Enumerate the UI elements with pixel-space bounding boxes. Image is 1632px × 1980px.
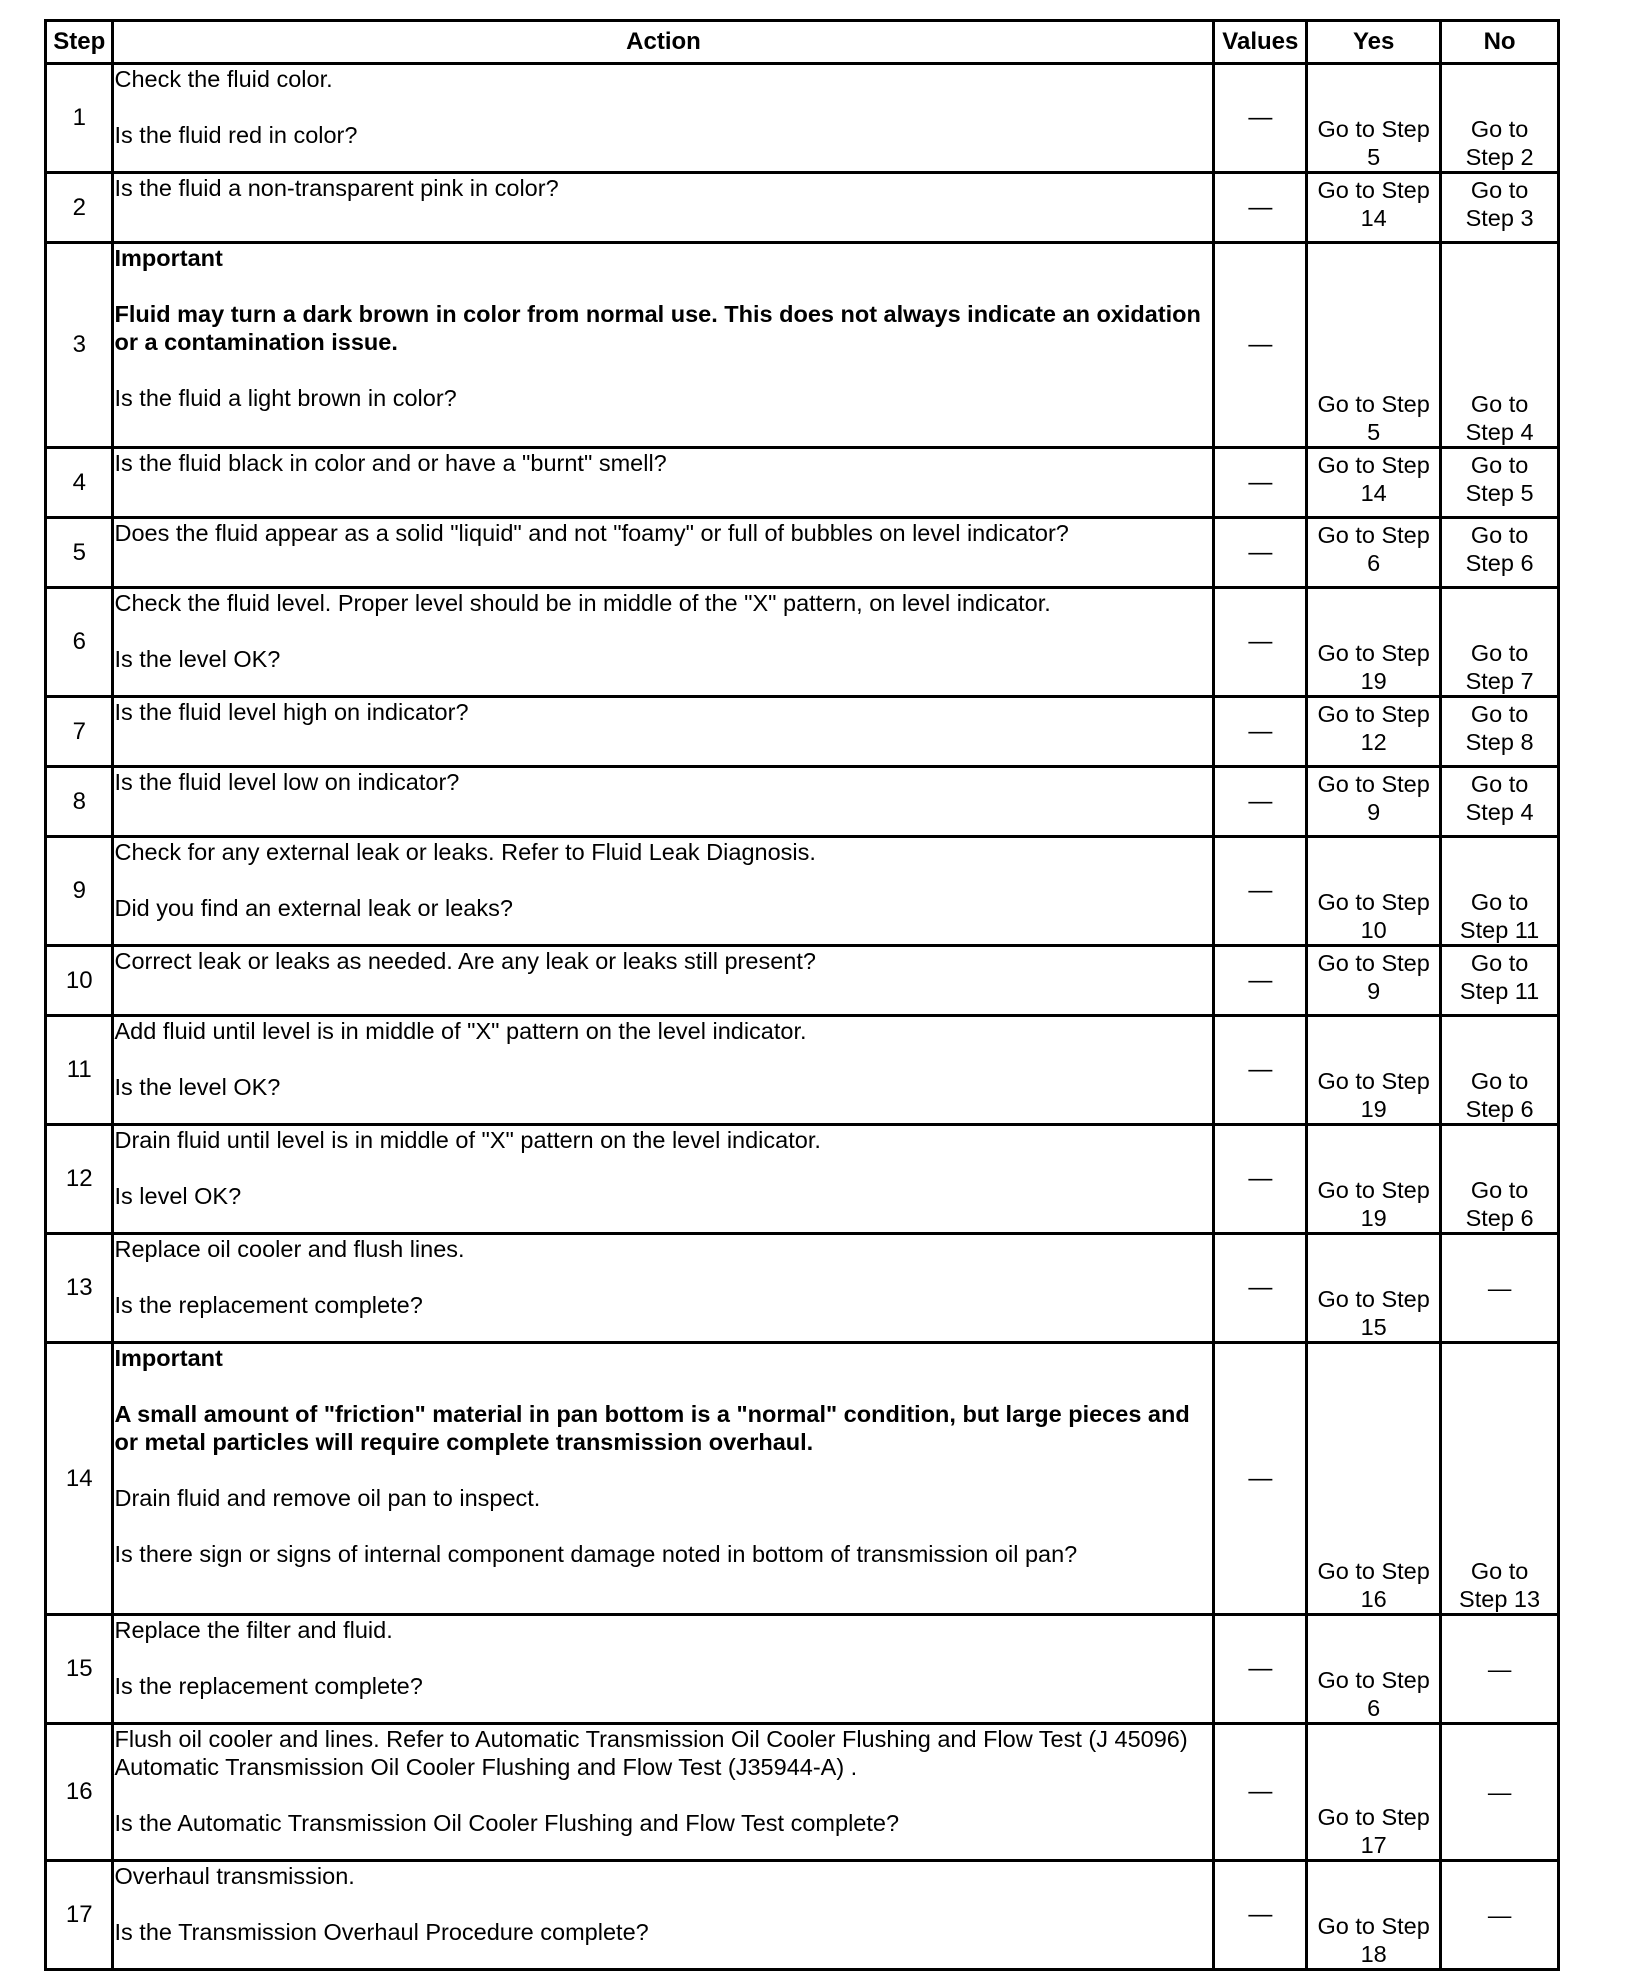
step-number: 14: [46, 1343, 113, 1615]
important-label: Important: [114, 1345, 223, 1371]
no-cell: [1441, 946, 1559, 1016]
yes-cell: [1307, 448, 1441, 518]
action-text: Check the fluid color.: [114, 66, 333, 92]
yes-cell: [1307, 1615, 1441, 1724]
action-text: Replace the filter and fluid.: [114, 1617, 393, 1643]
no-cell: [1441, 1861, 1559, 1970]
action-text: Replace oil cooler and flush lines.: [114, 1236, 465, 1262]
yes-text: 16: [1360, 1586, 1387, 1612]
yes-cell: [1307, 173, 1441, 243]
yes-text: Go to Step: [1317, 452, 1430, 478]
no-text: Step 2: [1465, 144, 1534, 170]
table-row: [46, 1016, 1559, 1125]
values-cell: —: [1214, 64, 1307, 173]
table-row: [46, 1125, 1559, 1234]
yes-text: 14: [1360, 205, 1387, 231]
values-cell: —: [1214, 1615, 1307, 1724]
action-text: Is the Transmission Overhaul Procedure complete?: [114, 1919, 649, 1945]
table-row: [46, 946, 1559, 1016]
values-cell: —: [1214, 1343, 1307, 1615]
no-text: Go to: [1470, 701, 1529, 727]
action-text: Drain fluid and remove oil pan to inspect.: [114, 1485, 541, 1511]
no-text: Step 7: [1465, 668, 1534, 694]
yes-text: Go to Step: [1317, 1177, 1430, 1203]
action-text: Is the Automatic Transmission Oil Cooler Flushing and Flow Test complete?: [114, 1810, 900, 1836]
action-text: Add fluid until level is in middle of "X" pattern on the level indicator.: [114, 1018, 807, 1044]
action-cell: [113, 946, 1214, 1016]
no-cell: [1441, 448, 1559, 518]
action-text: Check the fluid level. Proper level should be in middle of the "X" pattern, on level indicator.: [114, 590, 1051, 616]
action-text: Is the level OK?: [114, 646, 281, 672]
no-text: Step 8: [1465, 729, 1534, 755]
header-row: [46, 21, 1559, 64]
yes-text: Go to Step: [1317, 640, 1430, 666]
no-cell: [1441, 1615, 1559, 1724]
action-text: Is the fluid a non-transparent pink in color?: [114, 175, 559, 201]
no-cell: [1441, 1724, 1559, 1861]
no-text: Go to: [1470, 391, 1529, 417]
step-number: 17: [46, 1861, 113, 1970]
header-no: No: [1441, 21, 1559, 64]
action-text: Drain fluid until level is in middle of "X" pattern on the level indicator.: [114, 1127, 821, 1153]
step-number: 11: [46, 1016, 113, 1125]
header-action: Action: [113, 21, 1214, 64]
no-text: Go to: [1470, 1558, 1529, 1584]
no-text: Go to: [1470, 889, 1529, 915]
yes-text: 14: [1360, 480, 1387, 506]
no-cell: [1441, 837, 1559, 946]
step-number: 10: [46, 946, 113, 1016]
action-text: Correct leak or leaks as needed. Are any leak or leaks still present?: [114, 948, 816, 974]
header-yes: Yes: [1307, 21, 1441, 64]
action-text: Overhaul transmission.: [114, 1863, 355, 1889]
no-cell: [1441, 1343, 1559, 1615]
no-text: —: [1487, 1275, 1512, 1301]
yes-text: Go to Step: [1317, 771, 1430, 797]
action-text: Is the replacement complete?: [114, 1673, 423, 1699]
yes-text: Go to Step: [1317, 1068, 1430, 1094]
action-cell: [113, 697, 1214, 767]
step-number: 12: [46, 1125, 113, 1234]
yes-text: 6: [1367, 1695, 1381, 1721]
no-text: Step 13: [1459, 1586, 1541, 1612]
values-cell: —: [1214, 767, 1307, 837]
important-note: Fluid may turn a dark brown in color from normal use. This does not always indicate an oxidation or a contamination issue.: [114, 301, 1201, 355]
step-number: 2: [46, 173, 113, 243]
step-number: 16: [46, 1724, 113, 1861]
no-cell: [1441, 64, 1559, 173]
yes-cell: [1307, 243, 1441, 448]
yes-text: 5: [1367, 419, 1381, 445]
yes-text: 9: [1367, 978, 1381, 1004]
important-label: Important: [114, 245, 223, 271]
yes-cell: [1307, 767, 1441, 837]
action-text: Is there sign or signs of internal component damage noted in bottom of transmission oil pan?: [114, 1541, 1078, 1567]
yes-text: 19: [1360, 1205, 1387, 1231]
values-cell: —: [1214, 1234, 1307, 1343]
values-cell: —: [1214, 946, 1307, 1016]
step-number: 8: [46, 767, 113, 837]
table-row: [46, 837, 1559, 946]
table-row: [46, 1343, 1559, 1615]
yes-text: Go to Step: [1317, 889, 1430, 915]
action-cell: [113, 1125, 1214, 1234]
values-cell: —: [1214, 1125, 1307, 1234]
action-text: Is the level OK?: [114, 1074, 281, 1100]
no-text: —: [1487, 1902, 1512, 1928]
values-cell: —: [1214, 588, 1307, 697]
no-text: Step 4: [1465, 419, 1534, 445]
yes-text: Go to Step: [1317, 522, 1430, 548]
table-row: [46, 1724, 1559, 1861]
yes-cell: [1307, 1724, 1441, 1861]
yes-text: 19: [1360, 1096, 1387, 1122]
action-cell: [113, 173, 1214, 243]
action-cell: [113, 1234, 1214, 1343]
no-text: Go to: [1470, 116, 1529, 142]
action-cell: [113, 1016, 1214, 1125]
step-number: 9: [46, 837, 113, 946]
no-cell: [1441, 1125, 1559, 1234]
yes-cell: [1307, 1016, 1441, 1125]
action-cell: [113, 1861, 1214, 1970]
table-row: [46, 448, 1559, 518]
yes-cell: [1307, 1343, 1441, 1615]
yes-cell: [1307, 837, 1441, 946]
no-text: Go to: [1470, 452, 1529, 478]
action-text: Is the fluid red in color?: [114, 122, 358, 148]
yes-text: Go to Step: [1317, 116, 1430, 142]
no-text: Step 6: [1465, 1096, 1534, 1122]
no-cell: [1441, 173, 1559, 243]
header-step: Step: [46, 21, 113, 64]
no-text: Go to: [1470, 1177, 1529, 1203]
values-cell: —: [1214, 448, 1307, 518]
table-row: [46, 767, 1559, 837]
yes-text: 5: [1367, 144, 1381, 170]
action-text: Is the fluid level high on indicator?: [114, 699, 469, 725]
yes-text: Go to Step: [1317, 1804, 1430, 1830]
action-text: Is the fluid level low on indicator?: [114, 769, 460, 795]
action-cell: [113, 837, 1214, 946]
header-values: Values: [1214, 21, 1307, 64]
action-text: Is the fluid black in color and or have a "burnt" smell?: [114, 450, 667, 476]
values-cell: —: [1214, 173, 1307, 243]
yes-text: 19: [1360, 668, 1387, 694]
table-row: [46, 173, 1559, 243]
action-cell: [113, 767, 1214, 837]
yes-cell: [1307, 1861, 1441, 1970]
values-cell: —: [1214, 1861, 1307, 1970]
yes-text: Go to Step: [1317, 391, 1430, 417]
yes-text: 6: [1367, 550, 1381, 576]
yes-text: Go to Step: [1317, 950, 1430, 976]
table-row: [46, 588, 1559, 697]
action-text: Check for any external leak or leaks. Refer to Fluid Leak Diagnosis.: [114, 839, 816, 865]
no-cell: [1441, 1016, 1559, 1125]
no-text: Step 5: [1465, 480, 1534, 506]
no-text: Go to: [1470, 950, 1529, 976]
yes-text: Go to Step: [1317, 1913, 1430, 1939]
table-row: [46, 697, 1559, 767]
values-cell: —: [1214, 1016, 1307, 1125]
yes-cell: [1307, 64, 1441, 173]
no-cell: [1441, 588, 1559, 697]
table-row: [46, 243, 1559, 448]
step-number: 13: [46, 1234, 113, 1343]
no-text: —: [1487, 1656, 1512, 1682]
yes-text: Go to Step: [1317, 701, 1430, 727]
action-text: Did you find an external leak or leaks?: [114, 895, 513, 921]
yes-cell: [1307, 1234, 1441, 1343]
yes-text: 17: [1360, 1832, 1387, 1858]
values-cell: —: [1214, 1724, 1307, 1861]
no-cell: [1441, 518, 1559, 588]
step-number: 5: [46, 518, 113, 588]
yes-cell: [1307, 588, 1441, 697]
values-cell: —: [1214, 697, 1307, 767]
step-number: 1: [46, 64, 113, 173]
no-text: Go to: [1470, 177, 1529, 203]
action-cell: [113, 243, 1214, 448]
no-text: Step 6: [1465, 550, 1534, 576]
action-cell: [113, 448, 1214, 518]
yes-text: 18: [1360, 1941, 1387, 1967]
yes-text: 9: [1367, 799, 1381, 825]
action-cell: [113, 1615, 1214, 1724]
step-number: 4: [46, 448, 113, 518]
no-text: —: [1487, 1779, 1512, 1805]
action-text: Flush oil cooler and lines. Refer to Automatic Transmission Oil Cooler Flushing and Flow Test (J 45096) Automatic Transmission Oil Cooler Flushing and Flow Test (J35944-A) .: [114, 1726, 1188, 1780]
table-row: [46, 64, 1559, 173]
yes-text: 15: [1360, 1314, 1387, 1340]
no-text: Step 4: [1465, 799, 1534, 825]
yes-cell: [1307, 518, 1441, 588]
table-row: [46, 518, 1559, 588]
action-cell: [113, 1343, 1214, 1615]
yes-text: 10: [1360, 917, 1387, 943]
yes-text: 12: [1360, 729, 1387, 755]
values-cell: —: [1214, 837, 1307, 946]
step-number: 15: [46, 1615, 113, 1724]
no-text: Go to: [1470, 1068, 1529, 1094]
no-text: Step 11: [1459, 978, 1540, 1004]
yes-cell: [1307, 697, 1441, 767]
no-text: Go to: [1470, 522, 1529, 548]
action-text: Is level OK?: [114, 1183, 242, 1209]
values-cell: —: [1214, 518, 1307, 588]
table-row: [46, 1234, 1559, 1343]
action-text: Does the fluid appear as a solid "liquid" and not "foamy" or full of bubbles on level indicator?: [114, 520, 1069, 546]
table-body: [46, 64, 1559, 1970]
no-cell: [1441, 1234, 1559, 1343]
no-cell: [1441, 243, 1559, 448]
no-cell: [1441, 767, 1559, 837]
action-cell: [113, 588, 1214, 697]
table-row: [46, 1615, 1559, 1724]
yes-cell: [1307, 946, 1441, 1016]
step-number: 6: [46, 588, 113, 697]
yes-text: Go to Step: [1317, 1667, 1430, 1693]
values-cell: —: [1214, 243, 1307, 448]
no-text: Step 6: [1465, 1205, 1534, 1231]
diagnostic-table: [44, 19, 1560, 1971]
important-note: A small amount of "friction" material in pan bottom is a "normal" condition, but large pieces and or metal particles will require complete transmission overhaul.: [114, 1401, 1190, 1455]
action-cell: [113, 518, 1214, 588]
yes-cell: [1307, 1125, 1441, 1234]
no-text: Step 3: [1465, 205, 1534, 231]
table-row: [46, 1861, 1559, 1970]
step-number: 7: [46, 697, 113, 767]
no-text: Go to: [1470, 771, 1529, 797]
no-text: Step 11: [1459, 917, 1540, 943]
yes-text: Go to Step: [1317, 177, 1430, 203]
step-number: 3: [46, 243, 113, 448]
action-cell: [113, 1724, 1214, 1861]
action-text: Is the fluid a light brown in color?: [114, 385, 457, 411]
no-cell: [1441, 697, 1559, 767]
yes-text: Go to Step: [1317, 1558, 1430, 1584]
action-cell: [113, 64, 1214, 173]
no-text: Go to: [1470, 640, 1529, 666]
action-text: Is the replacement complete?: [114, 1292, 423, 1318]
yes-text: Go to Step: [1317, 1286, 1430, 1312]
